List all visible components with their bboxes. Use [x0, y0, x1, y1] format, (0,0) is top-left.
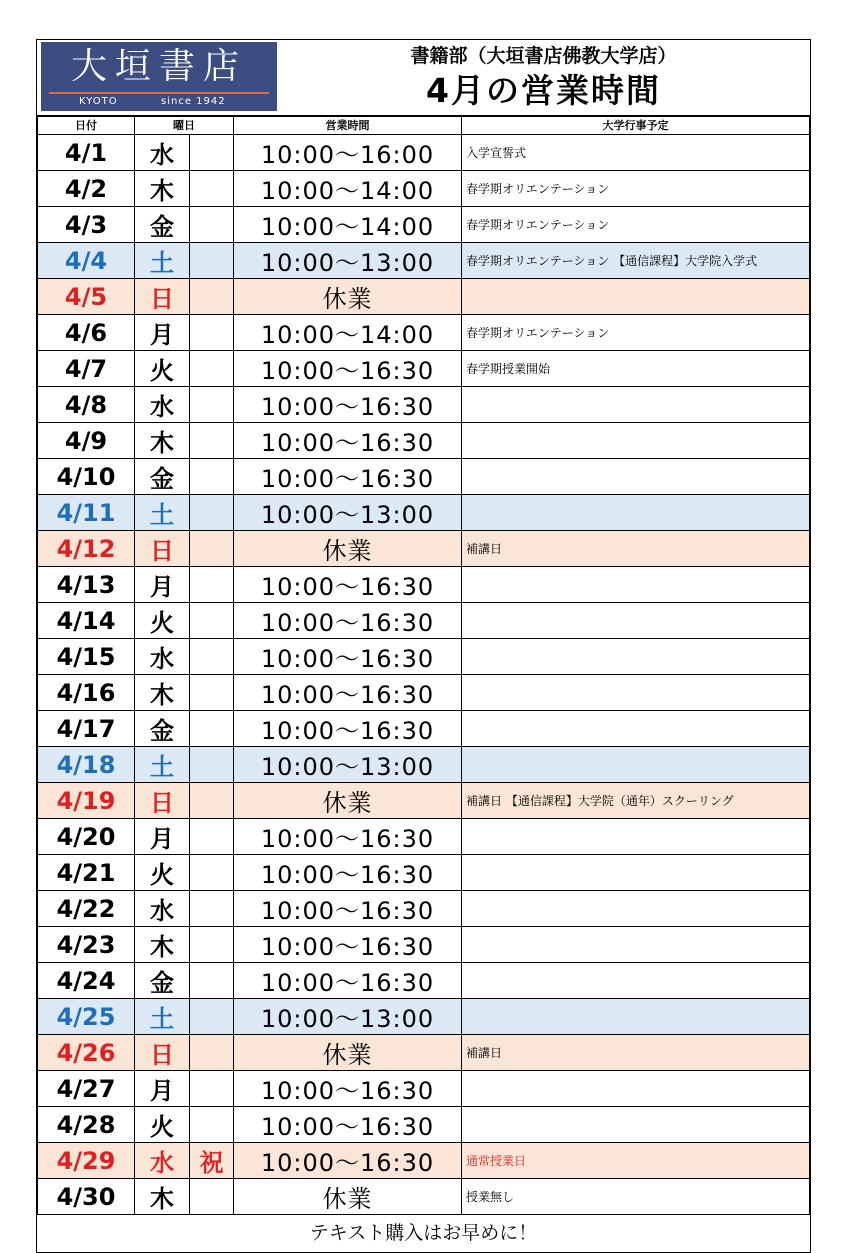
table-header-row [38, 117, 810, 135]
weekday-cell: 土 [135, 243, 190, 279]
event-cell [462, 387, 810, 423]
holiday-mark-cell [190, 279, 234, 315]
table-row [38, 315, 810, 351]
event-cell [462, 1071, 810, 1107]
table-row [38, 495, 810, 531]
table-row [38, 243, 810, 279]
col-header-date: 日付 [38, 117, 135, 135]
col-header-hours: 営業時間 [234, 117, 462, 135]
weekday-cell: 日 [135, 1035, 190, 1071]
hours-cell: 10:00～16:30 [234, 855, 462, 891]
table-row [38, 639, 810, 675]
event-cell [462, 1107, 810, 1143]
holiday-mark-cell [190, 495, 234, 531]
table-row [38, 747, 810, 783]
hours-cell: 10:00～16:30 [234, 639, 462, 675]
weekday-cell: 月 [135, 315, 190, 351]
hours-cell: 10:00～16:30 [234, 567, 462, 603]
table-row [38, 279, 810, 315]
date-cell: 4/26 [38, 1035, 135, 1071]
weekday-cell: 日 [135, 531, 190, 567]
event-cell [462, 855, 810, 891]
date-cell: 4/7 [38, 351, 135, 387]
logo-name: 大垣書店 [70, 46, 247, 87]
date-cell: 4/3 [38, 207, 135, 243]
date-cell: 4/30 [38, 1179, 135, 1215]
table-row [38, 1035, 810, 1071]
holiday-mark-cell [190, 963, 234, 999]
hours-cell: 10:00～16:30 [234, 603, 462, 639]
holiday-mark-cell [190, 1071, 234, 1107]
table-row [38, 675, 810, 711]
hours-cell: 10:00～14:00 [234, 315, 462, 351]
table-row [38, 423, 810, 459]
event-cell: 春学期オリエンテーション 【通信課程】大学院入学式 [462, 243, 810, 279]
date-cell: 4/29 [38, 1143, 135, 1179]
hours-cell: 10:00～16:30 [234, 459, 462, 495]
date-cell: 4/20 [38, 819, 135, 855]
event-cell [462, 711, 810, 747]
holiday-mark-cell [190, 927, 234, 963]
table-row [38, 531, 810, 567]
holiday-mark-cell [190, 531, 234, 567]
weekday-cell: 金 [135, 207, 190, 243]
hours-cell: 休業 [234, 1035, 462, 1071]
date-cell: 4/19 [38, 783, 135, 819]
date-cell: 4/12 [38, 531, 135, 567]
date-cell: 4/28 [38, 1107, 135, 1143]
event-cell [462, 423, 810, 459]
hours-cell: 10:00～13:00 [234, 999, 462, 1035]
event-cell [462, 927, 810, 963]
date-cell: 4/10 [38, 459, 135, 495]
date-cell: 4/21 [38, 855, 135, 891]
weekday-cell: 月 [135, 1071, 190, 1107]
col-header-events: 大学行事予定 [462, 117, 810, 135]
logo-since: since 1942 [161, 96, 226, 107]
event-cell: 通常授業日 [462, 1143, 810, 1179]
weekday-cell: 木 [135, 423, 190, 459]
hours-cell: 休業 [234, 783, 462, 819]
table-row [38, 963, 810, 999]
event-cell [462, 819, 810, 855]
hours-cell: 10:00～14:00 [234, 171, 462, 207]
weekday-cell: 月 [135, 819, 190, 855]
date-cell: 4/8 [38, 387, 135, 423]
hours-cell: 10:00～13:00 [234, 243, 462, 279]
table-row [38, 711, 810, 747]
holiday-mark-cell [190, 243, 234, 279]
hours-cell: 10:00～13:00 [234, 495, 462, 531]
weekday-cell: 水 [135, 135, 190, 171]
table-row [38, 1179, 810, 1215]
holiday-mark-cell [190, 891, 234, 927]
holiday-mark-cell [190, 315, 234, 351]
event-cell [462, 963, 810, 999]
event-cell [462, 747, 810, 783]
table-row [38, 1143, 810, 1179]
date-cell: 4/25 [38, 999, 135, 1035]
table-row [38, 207, 810, 243]
table-row [38, 351, 810, 387]
footer-note: テキスト購入はお早めに！ [309, 1222, 538, 1244]
event-cell: 補講日 [462, 531, 810, 567]
event-cell [462, 891, 810, 927]
holiday-mark-cell [190, 1107, 234, 1143]
event-cell [462, 639, 810, 675]
hours-cell: 10:00～16:30 [234, 1107, 462, 1143]
event-cell: 春学期授業開始 [462, 351, 810, 387]
hours-cell: 10:00～16:30 [234, 927, 462, 963]
date-cell: 4/13 [38, 567, 135, 603]
table-row [38, 135, 810, 171]
hours-cell: 10:00～16:00 [234, 135, 462, 171]
weekday-cell: 木 [135, 675, 190, 711]
holiday-mark-cell [190, 567, 234, 603]
table-row [38, 459, 810, 495]
holiday-mark-cell [190, 423, 234, 459]
event-cell [462, 603, 810, 639]
table-row [38, 855, 810, 891]
weekday-cell: 水 [135, 639, 190, 675]
page-title: 4月の営業時間 [426, 71, 661, 110]
table-body [38, 135, 810, 1215]
weekday-cell: 火 [135, 1107, 190, 1143]
event-cell [462, 567, 810, 603]
date-cell: 4/18 [38, 747, 135, 783]
weekday-cell: 火 [135, 603, 190, 639]
weekday-cell: 水 [135, 891, 190, 927]
weekday-cell: 木 [135, 1179, 190, 1215]
table-row [38, 891, 810, 927]
weekday-cell: 火 [135, 855, 190, 891]
hours-cell: 10:00～16:30 [234, 963, 462, 999]
holiday-mark-cell [190, 747, 234, 783]
weekday-cell: 金 [135, 963, 190, 999]
table-row [38, 567, 810, 603]
holiday-mark-cell [190, 675, 234, 711]
date-cell: 4/6 [38, 315, 135, 351]
event-cell [462, 675, 810, 711]
hours-cell: 10:00～13:00 [234, 747, 462, 783]
hours-cell: 休業 [234, 279, 462, 315]
event-cell: 春学期オリエンテーション [462, 315, 810, 351]
holiday-mark-cell [190, 783, 234, 819]
holiday-mark-cell [190, 639, 234, 675]
holiday-mark-cell [190, 171, 234, 207]
weekday-cell: 土 [135, 999, 190, 1035]
date-cell: 4/17 [38, 711, 135, 747]
schedule-sheet [36, 39, 811, 1253]
hours-cell: 10:00～16:30 [234, 387, 462, 423]
header [37, 40, 810, 116]
table-row [38, 819, 810, 855]
table-row [38, 171, 810, 207]
holiday-mark-cell [190, 1035, 234, 1071]
holiday-mark-cell [190, 711, 234, 747]
holiday-mark-cell [190, 387, 234, 423]
hours-cell: 10:00～16:30 [234, 351, 462, 387]
date-cell: 4/1 [38, 135, 135, 171]
table-row [38, 387, 810, 423]
event-cell: 授業無し [462, 1179, 810, 1215]
weekday-cell: 土 [135, 747, 190, 783]
weekday-cell: 水 [135, 1143, 190, 1179]
hours-cell: 10:00～16:30 [234, 711, 462, 747]
hours-cell: 10:00～16:30 [234, 819, 462, 855]
holiday-mark-cell: 祝 [190, 1143, 234, 1179]
table-row [38, 1107, 810, 1143]
date-cell: 4/22 [38, 891, 135, 927]
logo-location: KYOTO [79, 96, 118, 107]
hours-cell: 10:00～14:00 [234, 207, 462, 243]
date-cell: 4/9 [38, 423, 135, 459]
holiday-mark-cell [190, 999, 234, 1035]
date-cell: 4/15 [38, 639, 135, 675]
holiday-mark-cell [190, 603, 234, 639]
hours-cell: 10:00～16:30 [234, 891, 462, 927]
weekday-cell: 金 [135, 711, 190, 747]
weekday-cell: 日 [135, 279, 190, 315]
event-cell: 入学宣誓式 [462, 135, 810, 171]
holiday-mark-cell [190, 459, 234, 495]
event-cell [462, 495, 810, 531]
event-cell: 補講日 【通信課程】大学院（通年）スクーリング [462, 783, 810, 819]
date-cell: 4/16 [38, 675, 135, 711]
hours-cell: 休業 [234, 531, 462, 567]
store-name: 書籍部（大垣書店佛教大学店） [410, 45, 677, 67]
weekday-cell: 木 [135, 171, 190, 207]
hours-cell: 10:00～16:30 [234, 1143, 462, 1179]
hours-table [37, 116, 810, 1215]
store-logo [41, 42, 277, 111]
date-cell: 4/11 [38, 495, 135, 531]
holiday-mark-cell [190, 855, 234, 891]
hours-cell: 10:00～16:30 [234, 675, 462, 711]
weekday-cell: 月 [135, 567, 190, 603]
holiday-mark-cell [190, 351, 234, 387]
date-cell: 4/2 [38, 171, 135, 207]
date-cell: 4/14 [38, 603, 135, 639]
event-cell: 補講日 [462, 1035, 810, 1071]
weekday-cell: 火 [135, 351, 190, 387]
holiday-mark-cell [190, 207, 234, 243]
event-cell: 春学期オリエンテーション [462, 171, 810, 207]
event-cell [462, 999, 810, 1035]
table-row [38, 603, 810, 639]
event-cell [462, 459, 810, 495]
weekday-cell: 木 [135, 927, 190, 963]
holiday-mark-cell [190, 1179, 234, 1215]
table-row [38, 783, 810, 819]
logo-rule [49, 92, 269, 94]
date-cell: 4/4 [38, 243, 135, 279]
hours-cell: 10:00～16:30 [234, 1071, 462, 1107]
hours-cell: 休業 [234, 1179, 462, 1215]
table-row [38, 927, 810, 963]
hours-cell: 10:00～16:30 [234, 423, 462, 459]
table-row [38, 1071, 810, 1107]
date-cell: 4/24 [38, 963, 135, 999]
col-header-weekday: 曜日 [135, 117, 234, 135]
weekday-cell: 水 [135, 387, 190, 423]
date-cell: 4/27 [38, 1071, 135, 1107]
weekday-cell: 金 [135, 459, 190, 495]
table-row [38, 999, 810, 1035]
holiday-mark-cell [190, 135, 234, 171]
date-cell: 4/5 [38, 279, 135, 315]
weekday-cell: 土 [135, 495, 190, 531]
event-cell [462, 279, 810, 315]
holiday-mark-cell [190, 819, 234, 855]
date-cell: 4/23 [38, 927, 135, 963]
event-cell: 春学期オリエンテーション [462, 207, 810, 243]
weekday-cell: 日 [135, 783, 190, 819]
